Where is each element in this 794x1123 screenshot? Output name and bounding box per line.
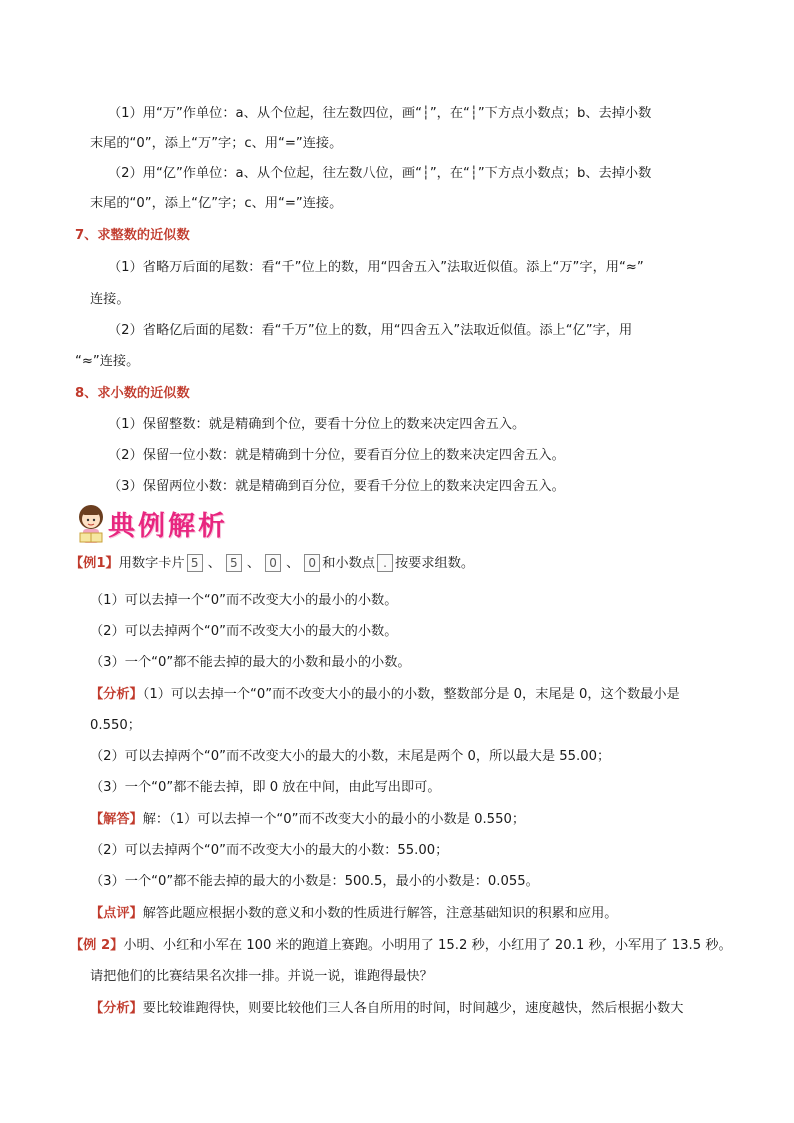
example-2-tag: 【例 2】 <box>70 938 124 953</box>
answer-text: 解：（1）可以去掉一个“0”而不改变大小的最小的小数是 0.550； <box>142 812 526 827</box>
analysis-tag: 【分析】 <box>90 1001 143 1016</box>
digit-card: 5 <box>226 554 242 572</box>
examples-banner <box>74 502 274 546</box>
approx-yi-line2: “≈”连接。 <box>75 354 140 369</box>
answer-tag: 【解答】 <box>90 812 143 827</box>
example-1-intro: 用数字卡片 <box>118 556 185 571</box>
example-2-prompt-line2: 请把他们的比赛结果名次排一排。并说一说，谁跑得最快？ <box>90 969 433 984</box>
rule-wan-line1: （1）用“万”作单位：a、从个位起，往左数四位，画“┆”，在“┆”下方点小数点；b、去掉小数 <box>108 106 652 121</box>
example-1-analysis-line2: 0.550； <box>90 718 141 733</box>
girl-reading-icon <box>74 502 108 546</box>
rule-yi-line2: 末尾的“0”，添上“亿”字；c、用“=”连接。 <box>90 196 343 211</box>
rule-wan-line2: 末尾的“0”，添上“万”字；c、用“=”连接。 <box>90 136 343 151</box>
example-1-question-1: （1）可以去掉一个“0”而不改变大小的最小的小数。 <box>90 593 398 608</box>
example-2-analysis <box>90 999 683 1019</box>
analysis-text: （1）可以去掉一个“0”而不改变大小的最小的小数，整数部分是 0，末尾是 0，这个数最小是 <box>142 687 680 702</box>
separator: 、 <box>246 556 261 571</box>
example-1-analysis-line1 <box>90 685 680 705</box>
digit-card: 0 <box>304 554 320 572</box>
example-1-answer-line2: （2）可以去掉两个“0”而不改变大小的最大的小数：55.00； <box>90 843 449 858</box>
banner-title: 典例解析 <box>108 511 228 542</box>
decimal-rule-3: （3）保留两位小数：就是精确到百分位，要看千分位上的数来决定四舍五入。 <box>108 479 565 494</box>
digit-card: 5 <box>187 554 203 572</box>
example-1-answer-line3: （3）一个“0”都不能去掉的最大的小数是：500.5，最小的小数是：0.055。 <box>90 874 539 889</box>
example-2-prompt-line1 <box>70 936 732 956</box>
section-heading-8: 8、求小数的近似数 <box>75 386 190 401</box>
example-1-tag: 【例1】 <box>70 556 119 571</box>
decimal-point-card: . <box>377 554 393 572</box>
example-1-and-point: 和小数点 <box>322 556 375 571</box>
analysis-tag: 【分析】 <box>90 687 143 702</box>
rule-yi-line1: （2）用“亿”作单位：a、从个位起，往左数八位，画“┆”，在“┆”下方点小数点；b、去掉小数 <box>108 166 652 181</box>
example-1-analysis-line3: （2）可以去掉两个“0”而不改变大小的最大的小数，末尾是两个 0，所以最大是 55.00； <box>90 749 611 764</box>
example-1-prompt <box>70 554 474 574</box>
section-heading-7: 7、求整数的近似数 <box>75 228 190 243</box>
example-1-answer-line1 <box>90 810 525 830</box>
approx-wan-line2: 连接。 <box>90 292 130 307</box>
example-1-analysis-line4: （3）一个“0”都不能去掉，即 0 放在中间，由此写出即可。 <box>90 780 441 795</box>
example-1-question-3: （3）一个“0”都不能去掉的最大的小数和最小的小数。 <box>90 655 411 670</box>
example-1-question-2: （2）可以去掉两个“0”而不改变大小的最大的小数。 <box>90 624 398 639</box>
decimal-rule-2: （2）保留一位小数：就是精确到十分位，要看百分位上的数来决定四舍五入。 <box>108 448 565 463</box>
comment-text: 解答此题应根据小数的意义和小数的性质进行解答，注意基础知识的积累和应用。 <box>142 906 618 921</box>
example-1-comment <box>90 904 618 924</box>
example-2-question: 小明、小红和小军在 100 米的跑道上赛跑。小明用了 15.2 秒，小红用了 20.1 秒，小军用了 13.5 秒。 <box>123 938 732 953</box>
digit-card: 0 <box>265 554 281 572</box>
decimal-rule-1: （1）保留整数：就是精确到个位，要看十分位上的数来决定四舍五入。 <box>108 417 526 432</box>
approx-wan-line1: （1）省略万后面的尾数：看“千”位上的数，用“四舍五入”法取近似值。添上“万”字，用“≈” <box>108 260 644 275</box>
separator: 、 <box>207 556 221 571</box>
analysis-text: 要比较谁跑得快，则要比较他们三人各自所用的时间，时间越少，速度越快，然后根据小数大 <box>142 1001 684 1016</box>
approx-yi-line1: （2）省略亿后面的尾数：看“千万”位上的数，用“四舍五入”法取近似值。添上“亿”字，用 <box>108 323 633 338</box>
example-1-tail: 按要求组数。 <box>395 556 475 571</box>
comment-tag: 【点评】 <box>90 906 143 921</box>
separator: 、 <box>286 556 300 571</box>
